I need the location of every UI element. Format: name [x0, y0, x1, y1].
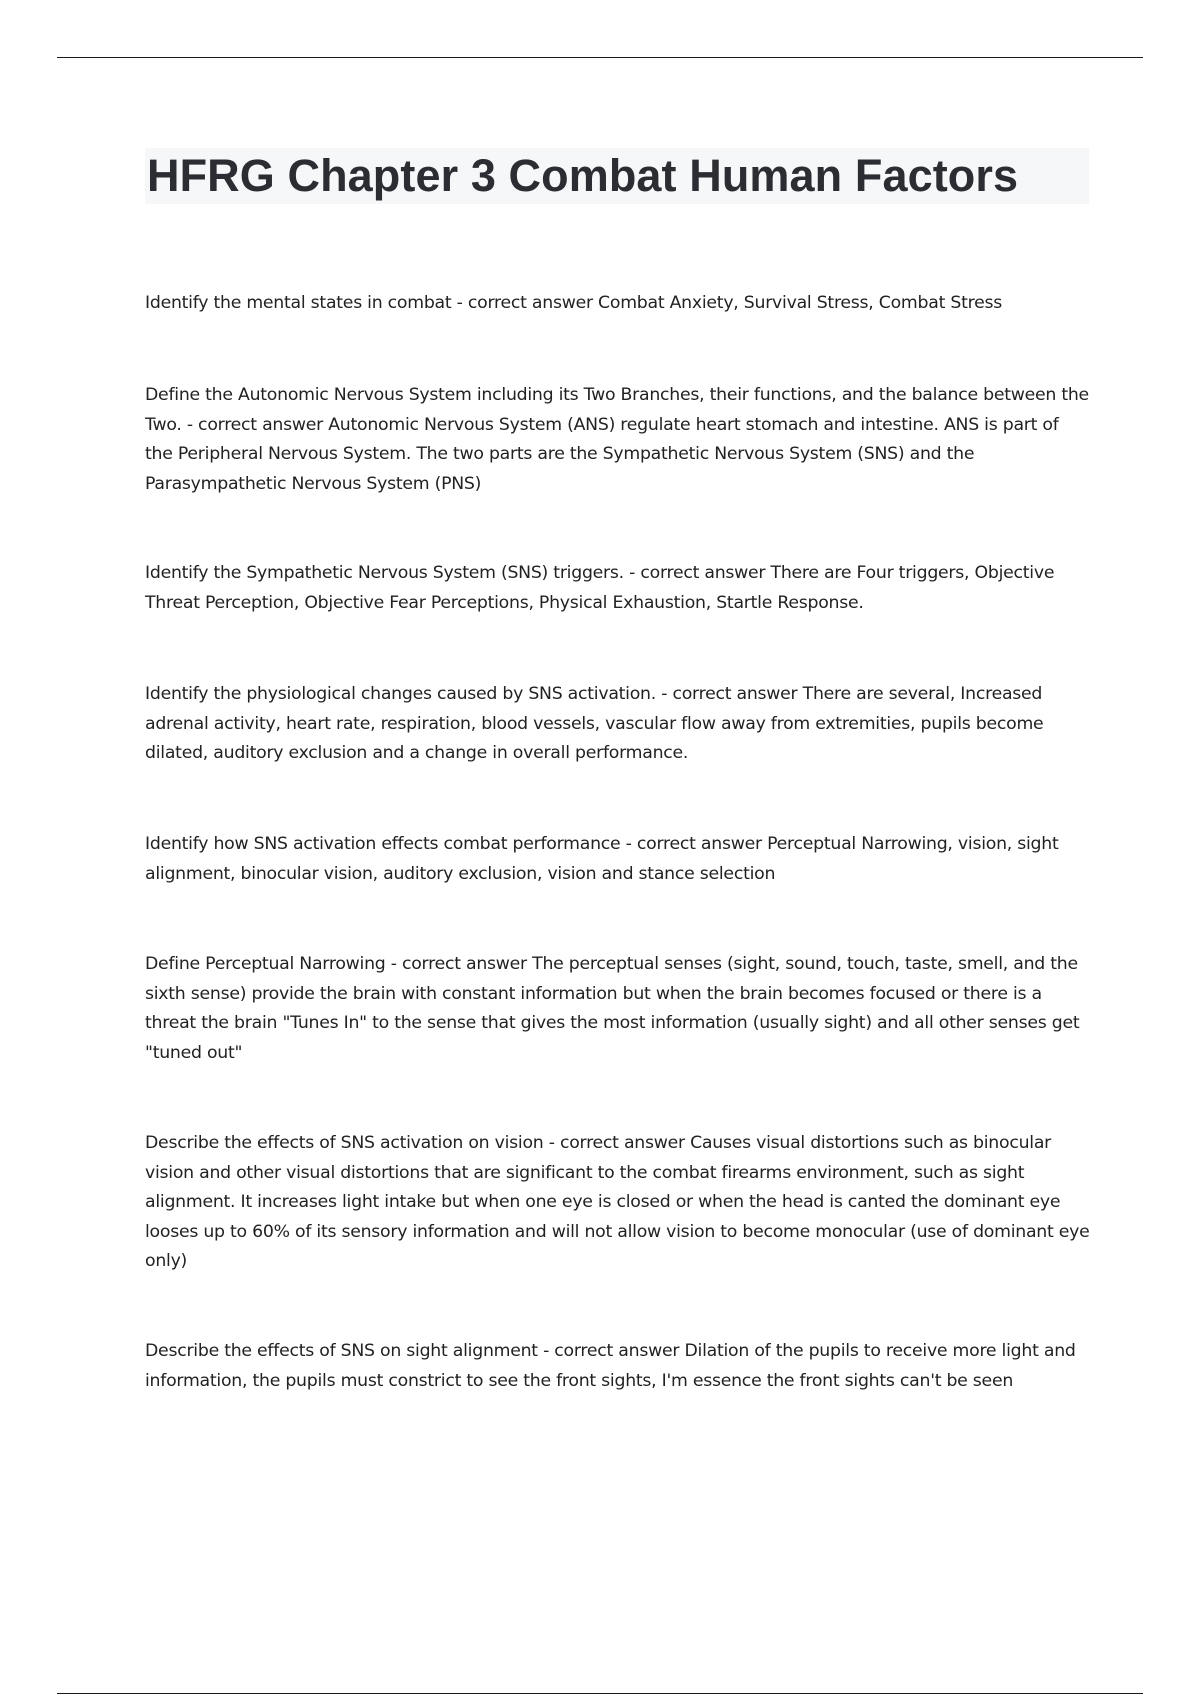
page-title: HFRG Chapter 3 Combat Human Factors: [147, 150, 1019, 201]
qa-item-autonomic-nervous-system: Define the Autonomic Nervous System including its Two Branches, their functions, and the balance between the Two. - correct answer Autonomic Nervous System (ANS) regulate heart stomach and intestine. ANS is part of the Peripheral Nervous System. The two parts are the Sympathetic Nervous System (SNS) and the Parasympathetic Nervous System (PNS): [145, 385, 1089, 494]
qa-item-sight-alignment: Describe the effects of SNS on sight alignment - correct answer Dilation of the pupils to receive more light and information, the pupils must constrict to see the front sights, I'm essence the front sights can't be seen: [145, 1341, 1076, 1391]
bottom-divider: [57, 1693, 1143, 1694]
qa-item-physiological-changes: Identify the physiological changes caused by SNS activation. - correct answer There are several, Increased adrenal activity, heart rate, respiration, blood vessels, vascular flow away from extremities, pupils become dilated, auditory exclusion and a change in overall performance.: [145, 684, 1044, 763]
qa-item-mental-states: Identify the mental states in combat - correct answer Combat Anxiety, Survival Stress, Combat Stress: [145, 293, 1002, 313]
qa-item-perceptual-narrowing: Define Perceptual Narrowing - correct answer The perceptual senses (sight, sound, touch, taste, smell, and the sixth sense) provide the brain with constant information but when the brain becomes focused or there is a threat the brain "Tunes In" to the sense that gives the most information (usually sight) and all other senses get "tuned out": [145, 954, 1080, 1063]
qa-item-effects-on-vision: Describe the effects of SNS activation on vision - correct answer Causes visual distortions such as binocular vision and other visual distortions that are significant to the combat firearms environment, such as sight alignment. It increases light intake but when one eye is closed or when the head is canted the dominant eye looses up to 60% of its sensory information and will not allow vision to become monocular (use of dominant eye only): [145, 1133, 1090, 1271]
qa-item-combat-performance: Identify how SNS activation effects combat performance - correct answer Perceptual Narrowing, vision, sight alignment, binocular vision, auditory exclusion, vision and stance selection: [145, 834, 1059, 884]
top-divider: [57, 57, 1143, 58]
title-banner: [145, 148, 1089, 204]
qa-item-sns-triggers: Identify the Sympathetic Nervous System (SNS) triggers. - correct answer There are Four triggers, Objective Threat Perception, Objective Fear Perceptions, Physical Exhaustion, Startle Response.: [145, 563, 1055, 613]
